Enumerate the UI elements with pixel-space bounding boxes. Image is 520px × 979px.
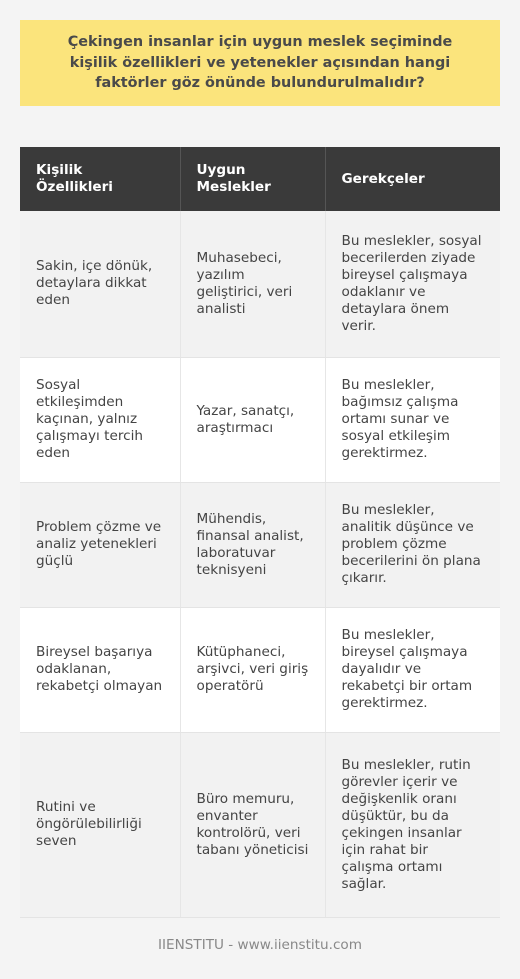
cell-reasons: Bu meslekler, bireysel çalışmaya dayalıdır ve rekabetçi bir ortam gerektirmez. <box>325 607 500 732</box>
cell-personality: Bireysel başarıya odaklanan, rekabetçi olmayan <box>20 607 180 732</box>
cell-professions: Mühendis, finansal analist, laboratuvar teknisyeni <box>180 482 325 607</box>
cell-personality: Problem çözme ve analiz yetenekleri güçlü <box>20 482 180 607</box>
cell-reasons: Bu meslekler, rutin görevler içerir ve değişkenlik oranı düşüktür, bu da çekingen insanlar için rahat bir çalışma ortamı sağlar. <box>325 732 500 917</box>
cell-personality: Sakin, içe dönük, detaylara dikkat eden <box>20 211 180 357</box>
cell-personality: Rutini ve öngörülebilirliği seven <box>20 732 180 917</box>
cell-professions: Kütüphaneci, arşivci, veri giriş operatörü <box>180 607 325 732</box>
table-row <box>20 607 500 732</box>
title-banner <box>20 20 500 106</box>
cell-professions: Büro memuru, envanter kontrolörü, veri tabanı yöneticisi <box>180 732 325 917</box>
table-row <box>20 482 500 607</box>
cell-professions: Muhasebeci, yazılım geliştirici, veri analisti <box>180 211 325 357</box>
header-personality: Kişilik Özellikleri <box>20 147 180 211</box>
cell-professions: Yazar, sanatçı, araştırmacı <box>180 357 325 482</box>
cell-reasons: Bu meslekler, analitik düşünce ve problem çözme becerilerini ön plana çıkarır. <box>325 482 500 607</box>
page-title: Çekingen insanlar için uygun meslek seçiminde kişilik özellikleri ve yetenekler açısından hangi faktörler göz önünde bulundurulmalıdır? <box>67 34 453 92</box>
career-table <box>20 147 500 918</box>
cell-reasons: Bu meslekler, sosyal becerilerden ziyade bireysel çalışmaya odaklanır ve detaylara önem verir. <box>325 211 500 357</box>
footer-credit: IIENSTITU - www.iienstitu.com <box>158 937 362 953</box>
header-professions: Uygun Meslekler <box>180 147 325 211</box>
table-row <box>20 357 500 482</box>
table-row <box>20 732 500 917</box>
header-reasons: Gerekçeler <box>325 147 500 211</box>
table-row <box>20 211 500 357</box>
cell-personality: Sosyal etkileşimden kaçınan, yalnız çalışmayı tercih eden <box>20 357 180 482</box>
table-header-row <box>20 147 500 211</box>
cell-reasons: Bu meslekler, bağımsız çalışma ortamı sunar ve sosyal etkileşim gerektirmez. <box>325 357 500 482</box>
